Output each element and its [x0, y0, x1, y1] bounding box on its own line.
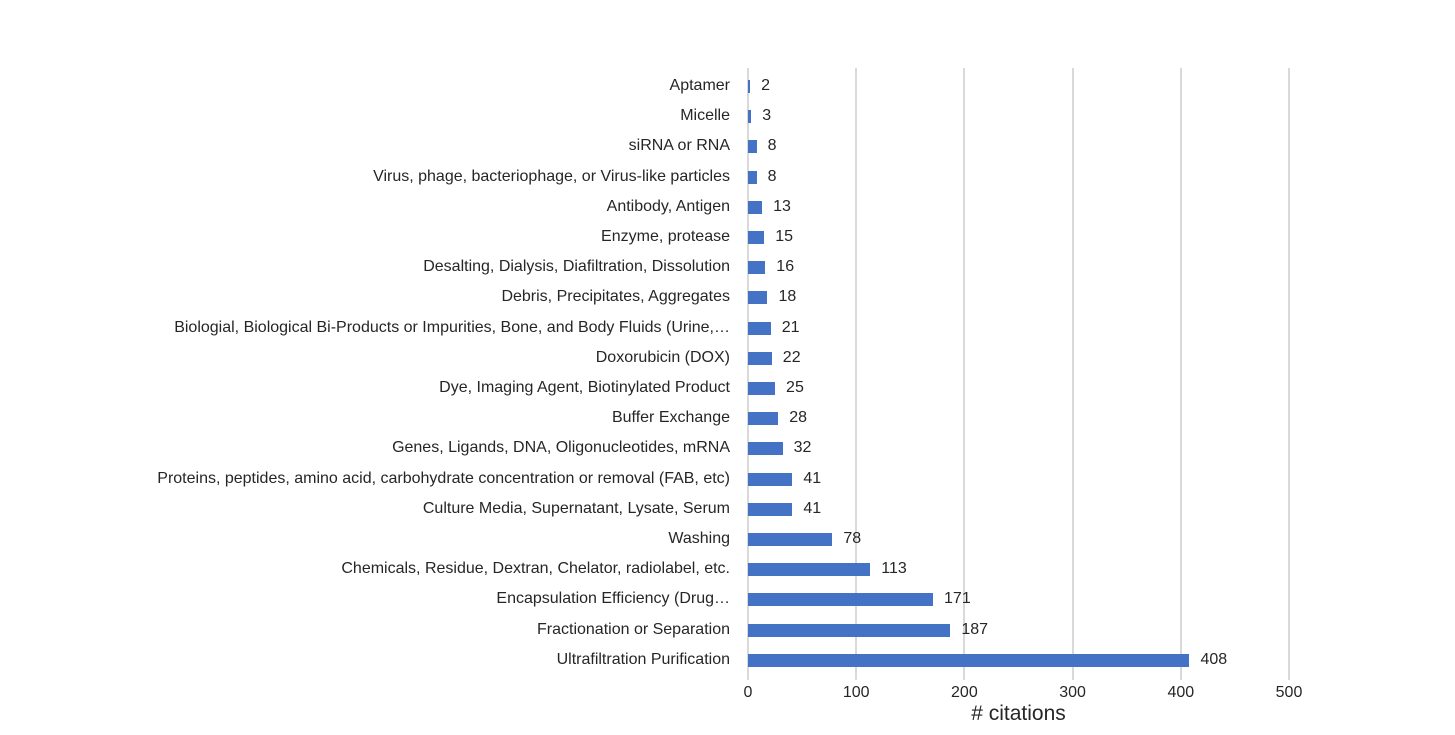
bar: [748, 412, 778, 425]
bar: [748, 382, 775, 395]
bar: [748, 261, 765, 274]
bar: [748, 201, 762, 214]
x-tick-label: 500: [1275, 684, 1303, 701]
value-label: 2: [761, 77, 771, 94]
category-label: Buffer Exchange: [611, 409, 730, 427]
bar: [748, 563, 870, 576]
bar: [748, 352, 772, 365]
value-label: 113: [881, 560, 907, 578]
x-tick-label: 400: [1167, 684, 1195, 701]
category-label: Biologial, Biological Bi-Products or Impurities, Bone, and Body Fluids (Urine,…: [174, 318, 730, 336]
value-label: 32: [793, 439, 812, 457]
bar: [748, 80, 750, 93]
value-label: 171: [944, 590, 971, 608]
category-label: Genes, Ligands, DNA, Oligonucleotides, mRNA: [392, 439, 730, 457]
value-label: 25: [786, 379, 804, 396]
bar: [748, 624, 950, 637]
bar: [748, 140, 757, 153]
bar: [748, 473, 792, 486]
category-label: Encapsulation Efficiency (Drug…: [496, 590, 730, 608]
category-label: Doxorubicin (DOX): [595, 348, 730, 366]
bar: [748, 654, 1189, 667]
category-label: Washing: [668, 530, 730, 547]
category-label: siRNA or RNA: [628, 137, 730, 155]
category-label: Ultrafiltration Purification: [556, 650, 730, 668]
bar: [748, 503, 792, 516]
x-tick-label: 0: [743, 684, 753, 701]
bar: [748, 110, 751, 123]
category-label: Virus, phage, bacteriophage, or Virus-like particles: [373, 167, 730, 185]
bar: [748, 231, 764, 244]
gridline: [855, 68, 857, 680]
value-label: 408: [1200, 650, 1228, 668]
category-label: Enzyme, protease: [601, 228, 730, 245]
value-label: 15: [775, 228, 794, 245]
value-label: 41: [803, 469, 822, 487]
gridline: [1180, 68, 1182, 680]
category-label: Fractionation or Separation: [537, 620, 730, 638]
bar: [748, 533, 832, 546]
value-label: 18: [778, 288, 797, 306]
value-label: 3: [762, 107, 772, 125]
category-label: Debris, Precipitates, Aggregates: [501, 288, 730, 306]
bar: [748, 171, 757, 184]
gridline: [1072, 68, 1074, 680]
x-tick-label: 200: [951, 684, 978, 701]
value-label: 187: [961, 620, 989, 638]
category-label: Culture Media, Supernatant, Lysate, Serum: [422, 499, 730, 517]
value-label: 41: [803, 499, 822, 517]
value-label: 28: [789, 409, 808, 427]
value-label: 78: [843, 530, 862, 547]
bar: [748, 593, 933, 606]
category-label: Chemicals, Residue, Dextran, Chelator, radiolabel, etc.: [341, 560, 730, 578]
category-label: Antibody, Antigen: [606, 197, 730, 215]
x-axis-title: # citations: [971, 702, 1066, 725]
category-label: Desalting, Dialysis, Diafiltration, Dissolution: [423, 258, 730, 276]
x-tick-label: 300: [1059, 684, 1086, 701]
gridline: [747, 68, 749, 680]
value-label: 13: [773, 197, 791, 215]
gridline: [1288, 68, 1290, 680]
value-label: 21: [781, 318, 800, 336]
value-label: 8: [767, 167, 777, 185]
category-label: Aptamer: [669, 77, 730, 94]
category-label: Micelle: [680, 107, 730, 125]
x-tick-label: 100: [842, 684, 870, 701]
category-label: Dye, Imaging Agent, Biotinylated Product: [439, 379, 730, 396]
value-label: 16: [776, 258, 795, 276]
value-label: 8: [767, 137, 777, 155]
bar: [748, 291, 767, 304]
category-label: Proteins, peptides, amino acid, carbohydrate concentration or removal (FAB, etc): [157, 469, 730, 487]
bar: [748, 322, 771, 335]
value-label: 22: [782, 348, 801, 366]
bar: [748, 442, 783, 455]
